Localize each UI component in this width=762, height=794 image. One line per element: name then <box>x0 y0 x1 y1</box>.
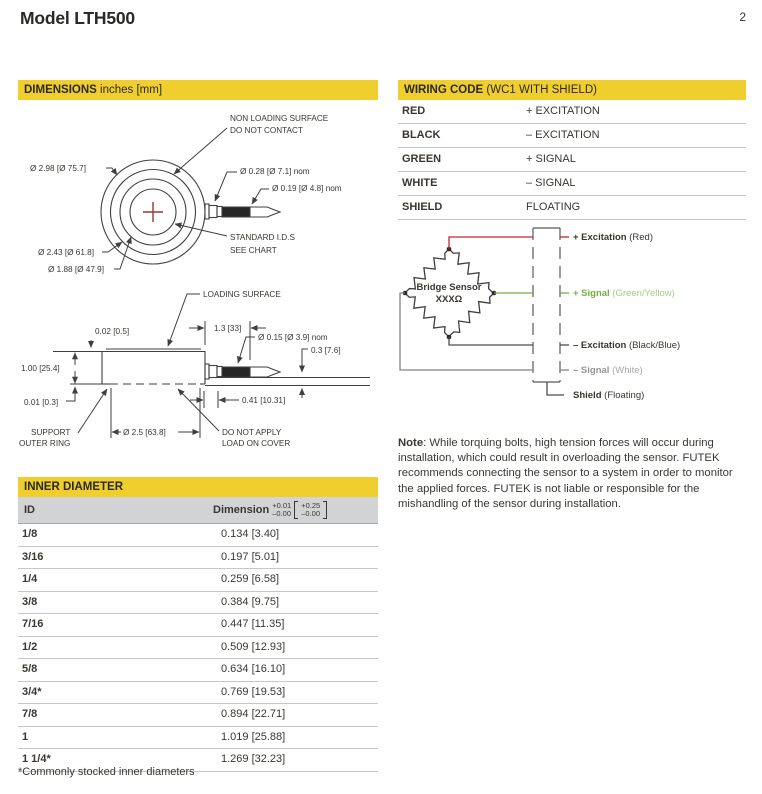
dim-015: Ø 0.15 [Ø 3.9] nom <box>258 333 328 342</box>
wire-label-neg-signal: – Signal (White) <box>573 365 643 376</box>
bracket-open <box>294 501 298 519</box>
wires <box>400 237 569 395</box>
col-header-dimension: Dimension +0.01 –0.00 +0.25 –0.00 <box>213 497 327 523</box>
label-support-2: OUTER RING <box>19 439 71 448</box>
table-row: 7/8 0.894 [22.71] <box>18 704 378 727</box>
dim-connector-diameter: Ø 0.28 [Ø 7.1] nom <box>240 167 310 176</box>
load-cell-top-view <box>30 114 342 274</box>
connector-block <box>533 228 560 382</box>
table-row: BLACK – EXCITATION <box>398 124 746 148</box>
table-row: WHITE – SIGNAL <box>398 172 746 196</box>
inner-diameter-table <box>18 477 378 772</box>
dim-25: Ø 2.5 [63.8] <box>123 428 166 437</box>
wiring-section <box>398 80 746 794</box>
tolerance-mm: +0.25 –0.00 <box>301 501 321 518</box>
label-standard-ids-1: STANDARD I.D.S <box>230 233 295 242</box>
dimensions-header-title: DIMENSIONS <box>24 84 97 96</box>
table-row: 1/2 0.509 [12.93] <box>18 637 378 660</box>
page-title: Model LTH500 <box>20 8 135 28</box>
label-non-loading-1: NON LOADING SURFACE <box>230 114 329 123</box>
dim-outer-diameter: Ø 2.98 [Ø 75.7] <box>30 164 86 173</box>
dim-13: 1.3 [33] <box>214 324 242 333</box>
note-text: : While torquing bolts, high tension forces will occur during installation, which could result in overloading the sensor. FUTEK recommends connecting the sensor to a system in order to monitor the applied forces. FUTEK is not liable or responsible for the mishandling of the sensor during installation. <box>398 437 733 510</box>
bridge-label-line1: Bridge Sensor <box>416 282 482 293</box>
label-non-loading-2: DO NOT CONTACT <box>230 126 303 135</box>
table-row: 3/16 0.197 [5.01] <box>18 547 378 570</box>
table-row: 3/4* 0.769 [19.53] <box>18 682 378 705</box>
dim-inner-diameter: Ø 1.88 [Ø 47.9] <box>48 265 104 274</box>
cable-assembly-top <box>205 204 280 219</box>
wire-label-pos-signal: + Signal (Green/Yellow) <box>573 288 675 299</box>
center-cross <box>143 202 163 222</box>
table-row: 5/8 0.634 [16.10] <box>18 659 378 682</box>
wire-label-pos-excitation: + Excitation (Red) <box>573 232 653 243</box>
label-loading-surface: LOADING SURFACE <box>203 290 281 299</box>
label-cover-2: LOAD ON COVER <box>222 439 291 448</box>
top-view-drawing <box>18 100 378 280</box>
bracket-close <box>323 501 327 519</box>
bridge-circuit-diagram <box>398 220 746 425</box>
side-view-drawing <box>18 280 378 465</box>
label-standard-ids-2: SEE CHART <box>230 246 277 255</box>
table-row: 3/8 0.384 [9.75] <box>18 592 378 615</box>
table-row: GREEN + SIGNAL <box>398 148 746 172</box>
label-support-1: SUPPORT <box>31 428 71 437</box>
inner-diameter-column-headers <box>18 497 378 524</box>
table-row: 1/8 0.134 [3.40] <box>18 524 378 547</box>
tolerance-inches: +0.01 –0.00 <box>272 501 292 518</box>
dim-001: 0.01 [0.3] <box>24 398 59 407</box>
table-row: 1 1/4* 1.269 [32.23] <box>18 749 378 772</box>
table-row: RED + EXCITATION <box>398 100 746 124</box>
load-cell-side-view <box>19 290 370 448</box>
bridge-sensor <box>402 246 497 340</box>
dimensions-header-bar <box>18 80 378 100</box>
col-header-id: ID <box>24 504 35 516</box>
dimensions-section <box>18 80 378 794</box>
dim-cable-diameter: Ø 0.19 [Ø 4.8] nom <box>272 184 342 193</box>
dim-100: 1.00 [25.4] <box>21 364 60 373</box>
wiring-header-title: WIRING CODE <box>404 84 484 96</box>
table-row: 7/16 0.447 [11.35] <box>18 614 378 637</box>
wiring-header-subtitle: (WC1 WITH SHIELD) <box>483 84 597 96</box>
dim-03: 0.3 [7.6] <box>311 346 341 355</box>
wire-label-shield: Shield (Floating) <box>573 390 645 401</box>
dim-041: 0.41 [10.31] <box>242 396 286 405</box>
table-row: SHIELD FLOATING <box>398 196 746 220</box>
inner-diameter-header-bar: INNER DIAMETER <box>18 477 378 497</box>
dimensions-header-units: inches [mm] <box>96 84 163 96</box>
label-cover-1: DO NOT APPLY <box>222 428 282 437</box>
note-label: Note <box>398 437 424 449</box>
inner-diameter-footnote: *Commonly stocked inner diameters <box>18 766 195 778</box>
wire-label-neg-excitation: – Excitation (Black/Blue) <box>573 340 681 351</box>
wiring-header-bar <box>398 80 746 100</box>
dim-002: 0.02 [0.5] <box>95 327 130 336</box>
dim-mid-diameter: Ø 2.43 [Ø 61.8] <box>38 248 94 257</box>
cable-assembly-side <box>205 364 280 379</box>
wiring-code-table <box>398 100 746 220</box>
table-row: 1/4 0.259 [6.58] <box>18 569 378 592</box>
installation-note <box>398 436 746 512</box>
page-number: 2 <box>739 10 746 24</box>
bridge-label-line2: XXXΩ <box>435 294 463 305</box>
table-row: 1 1.019 [25.88] <box>18 727 378 750</box>
